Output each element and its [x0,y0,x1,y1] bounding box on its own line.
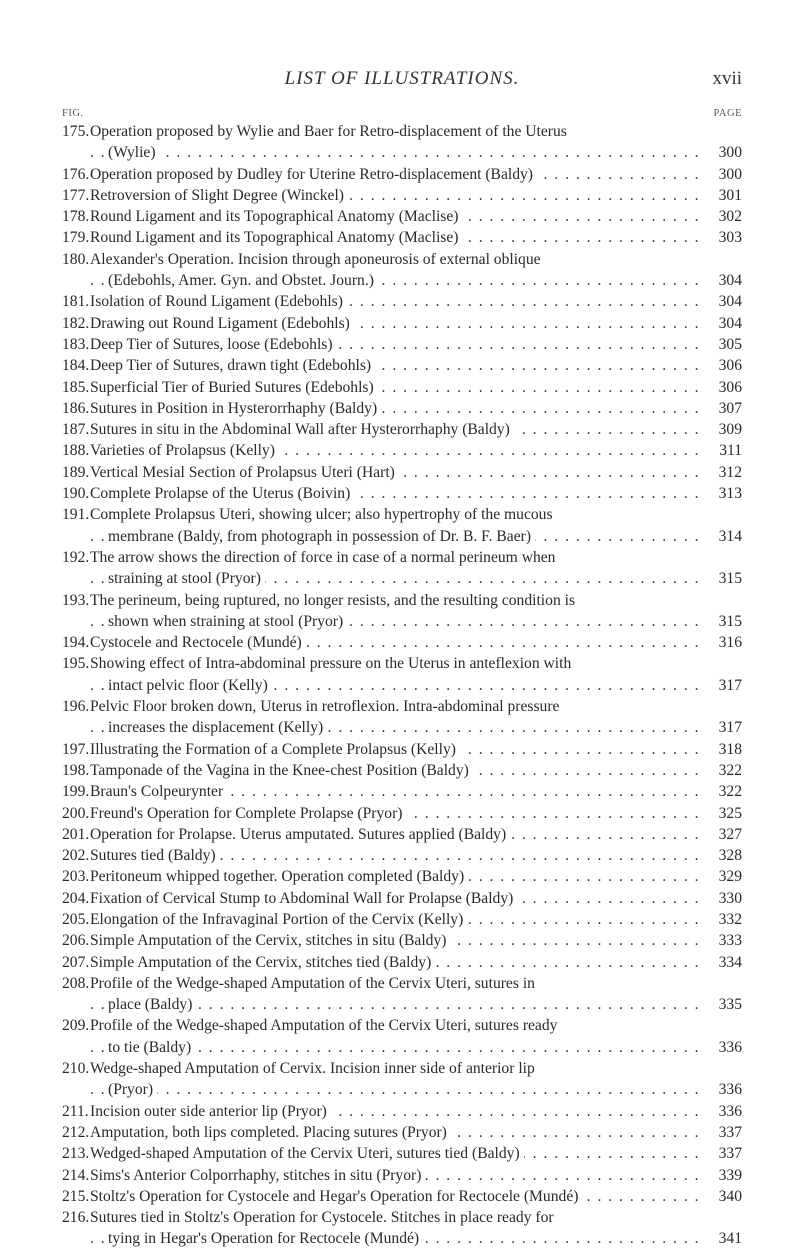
entry-page-number: 336 [706,1101,742,1122]
list-item [62,1122,742,1143]
list-item [62,462,742,483]
figure-number: 205. [62,910,90,928]
caption-text: increases the displacement (Kelly) [108,719,327,736]
entry-page-number: 335 [706,994,742,1015]
list-item [62,824,742,845]
caption-line: Profile of the Wedge-shaped Amputation of the Cervix Uteri, sutures in [90,974,535,992]
entry-page-number: 311 [706,440,742,461]
caption-last-line [90,1122,704,1143]
entry-caption [90,547,704,590]
list-item [62,249,742,292]
entry-page-number: 325 [706,803,742,824]
entry-caption [90,803,704,824]
caption-last-line [90,611,704,632]
entry-caption [90,483,704,504]
caption-text: Complete Prolapse of the Uterus (Boivin) [90,485,354,502]
entry-page-number: 330 [706,888,742,909]
list-item [62,164,742,185]
caption-last-line [90,1186,704,1207]
entry-caption [90,249,704,292]
entry-caption [90,504,704,547]
running-header [62,68,742,94]
figure-number: 177. [62,186,90,204]
caption-text: Tamponade of the Vagina in the Knee-chest Position (Baldy) [90,762,473,779]
figure-number: 190. [62,485,90,503]
entry-page-number: 328 [706,845,742,866]
list-item [62,1165,742,1186]
entry-caption [90,419,704,440]
figure-number: 201. [62,825,90,843]
entry-page-number: 315 [706,568,742,589]
list-item [62,185,742,206]
list-item [62,653,742,696]
fig-column-heading: FIG. [62,108,84,119]
entry-caption [90,1207,704,1250]
caption-text: (Pryor) [108,1081,157,1098]
list-item [62,909,742,930]
list-item [62,547,742,590]
caption-text: Freund's Operation for Complete Prolapse (Pryor) [90,805,406,822]
entry-caption [90,739,704,760]
figure-number: 175. [62,123,90,140]
caption-last-line [90,717,704,738]
caption-last-line [90,952,704,973]
caption-text: (Edebohls, Amer. Gyn. and Obstet. Journ.) [108,272,378,289]
figure-number: 185. [62,378,90,396]
caption-last-line [90,355,704,376]
entry-caption [90,334,704,355]
entry-page-number: 303 [706,227,742,248]
entry-caption [90,377,704,398]
caption-text: Cystocele and Rectocele (Mundé) [90,634,306,651]
entry-page-number: 313 [706,483,742,504]
figure-number: 199. [62,783,90,801]
entry-page-number: 337 [706,1143,742,1164]
figure-number: 192. [62,548,90,566]
caption-text: Sims's Anterior Colporrhaphy, stitches in situ (Pryor) [90,1167,425,1184]
entry-caption [90,164,704,185]
figure-number: 181. [62,293,90,311]
figure-number: 182. [62,314,90,332]
running-title: LIST OF ILLUSTRATIONS. [284,68,520,89]
caption-text: Fixation of Cervical Stump to Abdominal Wall for Prolapse (Baldy) [90,890,517,907]
list-item [62,866,742,887]
list-item [62,483,742,504]
entry-caption [90,930,704,951]
figure-number: 193. [62,591,90,609]
entry-caption [90,824,704,845]
list-item [62,930,742,951]
figure-number: 208. [62,974,90,992]
list-item [62,419,742,440]
caption-last-line [90,824,704,845]
list-item [62,952,742,973]
caption-last-line [90,675,704,696]
entry-page-number: 327 [706,824,742,845]
caption-last-line [90,888,704,909]
caption-text: (Wylie) [108,144,160,161]
caption-last-line [90,994,704,1015]
entry-page-number: 309 [706,419,742,440]
entry-caption [90,121,704,164]
figure-number: 206. [62,932,90,950]
list-item [62,1186,742,1207]
caption-last-line [90,291,704,312]
list-item [62,291,742,312]
list-item [62,696,742,739]
caption-last-line [90,419,704,440]
caption-text: Retroversion of Slight Degree (Winckel) [90,187,348,204]
caption-text: shown when straining at stool (Pryor) [108,613,347,630]
caption-line: The perineum, being ruptured, no longer resists, and the resulting condition is [90,591,576,609]
caption-line: Pelvic Floor broken down, Uterus in retroflexion. Intra-abdominal pressure [90,698,560,716]
entry-caption [90,632,704,653]
figure-number: 196. [62,698,90,716]
entry-caption [90,1058,704,1101]
list-item [62,121,742,164]
list-item [62,377,742,398]
list-item [62,355,742,376]
entry-page-number: 307 [706,398,742,419]
list-item [62,398,742,419]
figure-number: 216. [62,1209,90,1227]
list-item [62,845,742,866]
entry-page-number: 332 [706,909,742,930]
caption-text: Amputation, both lips completed. Placing sutures (Pryor) [90,1124,451,1141]
caption-text: straining at stool (Pryor) [108,570,265,587]
figure-number: 215. [62,1187,90,1205]
figure-number: 176. [62,165,90,183]
entry-caption [90,973,704,1016]
figure-number: 209. [62,1017,90,1035]
caption-last-line [90,1165,704,1186]
caption-last-line [90,739,704,760]
entry-caption [90,653,704,696]
entry-caption [90,888,704,909]
entry-page-number: 337 [706,1122,742,1143]
caption-line: Sutures tied in Stoltz's Operation for Cystocele. Stitches in place ready for [90,1209,554,1227]
entry-caption [90,313,704,334]
caption-line: Wedge-shaped Amputation of Cervix. Incision inner side of anterior lip [90,1060,535,1078]
caption-last-line [90,568,704,589]
figure-number: 178. [62,208,90,226]
caption-text: Elongation of the Infravaginal Portion of the Cervix (Kelly) [90,911,467,928]
entry-page-number: 300 [706,164,742,185]
caption-last-line [90,781,704,802]
caption-last-line [90,227,704,248]
caption-line: The arrow shows the direction of force in case of a normal perineum when [90,548,556,566]
page-column-heading: PAGE [713,108,742,119]
caption-last-line [90,270,704,291]
entry-caption [90,227,704,248]
list-item [62,227,742,248]
entry-page-number: 341 [706,1228,742,1249]
entry-page-number: 322 [706,760,742,781]
list-item [62,1207,742,1250]
entry-caption [90,355,704,376]
caption-last-line [90,462,704,483]
caption-text: Incision outer side anterior lip (Pryor) [90,1103,331,1120]
entry-caption [90,462,704,483]
caption-text: to tie (Baldy) [108,1039,195,1056]
figure-number: 204. [62,889,90,907]
figure-number: 213. [62,1145,90,1163]
list-item [62,760,742,781]
list-item [62,781,742,802]
list-item [62,504,742,547]
caption-text: Illustrating the Formation of a Complete Prolapsus (Kelly) [90,741,460,758]
entry-caption [90,845,704,866]
caption-last-line [90,845,704,866]
list-item [62,313,742,334]
caption-text: place (Baldy) [108,996,196,1013]
entry-page-number: 322 [706,781,742,802]
caption-text: Operation for Prolapse. Uterus amputated. Sutures applied (Baldy) [90,826,510,843]
entry-page-number: 339 [706,1165,742,1186]
caption-text: Isolation of Round Ligament (Edebohls) [90,293,347,310]
caption-text: Sutures in Position in Hysterorrhaphy (Baldy) [90,400,381,417]
figure-number: 214. [62,1166,90,1184]
entry-caption [90,1186,704,1207]
figure-number: 189. [62,463,90,481]
caption-last-line [90,313,704,334]
entry-caption [90,781,704,802]
caption-text: Sutures in situ in the Abdominal Wall after Hysterorrhaphy (Baldy) [90,421,514,438]
caption-text: Simple Amputation of the Cervix, stitches in situ (Baldy) [90,932,450,949]
caption-last-line [90,632,704,653]
figure-number: 198. [62,761,90,779]
caption-text: tying in Hegar's Operation for Rectocele (Mundé) [108,1230,423,1247]
figure-number: 210. [62,1060,90,1078]
caption-text: Round Ligament and its Topographical Anatomy (Maclise) [90,208,462,225]
entry-caption [90,440,704,461]
entry-page-number: 340 [706,1186,742,1207]
caption-line: Complete Prolapsus Uteri, showing ulcer; also hypertrophy of the mucous [90,506,553,524]
figure-number: 191. [62,506,90,524]
caption-text: Drawing out Round Ligament (Edebohls) [90,315,354,332]
entry-caption [90,866,704,887]
entry-caption [90,1015,704,1058]
caption-last-line [90,440,704,461]
entry-page-number: 317 [706,717,742,738]
entry-page-number: 336 [706,1079,742,1100]
list-item [62,206,742,227]
figure-number: 207. [62,953,90,971]
caption-last-line [90,1143,704,1164]
figure-number: 183. [62,335,90,353]
caption-last-line [90,866,704,887]
list-item [62,334,742,355]
figure-number: 186. [62,399,90,417]
entry-caption [90,696,704,739]
caption-text: Sutures tied (Baldy) [90,847,220,864]
entry-caption [90,1143,704,1164]
entry-caption [90,909,704,930]
figure-number: 194. [62,634,90,652]
list-item [62,1143,742,1164]
illustration-list [62,121,742,1250]
caption-last-line [90,526,704,547]
caption-last-line [90,1228,704,1249]
figure-number: 180. [62,250,90,268]
list-item [62,1058,742,1101]
caption-last-line [90,483,704,504]
list-item [62,803,742,824]
list-item [62,440,742,461]
entry-page-number: 305 [706,334,742,355]
caption-last-line [90,164,704,185]
entry-page-number: 304 [706,270,742,291]
list-item [62,973,742,1016]
entry-page-number: 304 [706,291,742,312]
entry-page-number: 304 [706,313,742,334]
caption-line: Showing effect of Intra-abdominal pressure on the Uterus in anteflexion with [90,655,572,673]
figure-number: 197. [62,740,90,758]
figure-number: 184. [62,357,90,375]
caption-text: Deep Tier of Sutures, drawn tight (Edebohls) [90,357,375,374]
caption-text: Vertical Mesial Section of Prolapsus Uteri (Hart) [90,464,399,481]
figure-number: 203. [62,868,90,886]
entry-caption [90,952,704,973]
entry-page-number: 329 [706,866,742,887]
list-item [62,739,742,760]
entry-caption [90,1165,704,1186]
list-item [62,590,742,633]
entry-page-number: 301 [706,185,742,206]
caption-last-line [90,760,704,781]
entry-page-number: 312 [706,462,742,483]
list-item [62,632,742,653]
figure-number: 200. [62,804,90,822]
caption-last-line [90,1037,704,1058]
list-item [62,1101,742,1122]
entry-page-number: 314 [706,526,742,547]
caption-last-line [90,803,704,824]
caption-text: Peritoneum whipped together. Operation completed (Baldy) [90,868,468,885]
caption-last-line [90,909,704,930]
caption-last-line [90,398,704,419]
figure-number: 188. [62,442,90,460]
list-item [62,1015,742,1058]
entry-caption [90,291,704,312]
caption-text: Stoltz's Operation for Cystocele and Hegar's Operation for Rectocele (Mundé) [90,1188,582,1205]
entry-page-number: 306 [706,355,742,376]
entry-caption [90,206,704,227]
entry-caption [90,1101,704,1122]
entry-caption [90,1122,704,1143]
caption-last-line [90,142,704,163]
entry-caption [90,185,704,206]
caption-text: membrane (Baldy, from photograph in possession of Dr. B. F. Baer) [108,528,535,545]
caption-last-line [90,377,704,398]
entry-page-number: 306 [706,377,742,398]
caption-line: Operation proposed by Wylie and Baer for Retro-displacement of the Uterus [90,123,567,140]
entry-caption [90,760,704,781]
caption-text: Round Ligament and its Topographical Anatomy (Maclise) [90,229,462,246]
entry-page-number: 316 [706,632,742,653]
entry-caption [90,398,704,419]
caption-last-line [90,334,704,355]
caption-text: Deep Tier of Sutures, loose (Edebohls) [90,336,337,353]
figure-number: 179. [62,229,90,247]
column-headings [62,108,742,122]
entry-page-number: 315 [706,611,742,632]
entry-page-number: 334 [706,952,742,973]
caption-last-line [90,1079,704,1100]
figure-number: 211. [62,1102,89,1120]
entry-page-number: 333 [706,930,742,951]
caption-last-line [90,185,704,206]
caption-text: Operation proposed by Dudley for Uterine Retro-displacement (Baldy) [90,166,537,183]
caption-text: Braun's Colpeurynter [90,783,227,800]
caption-text: Superficial Tier of Buried Sutures (Edebohls) [90,379,378,396]
caption-text: Wedged-shaped Amputation of the Cervix Uteri, sutures tied (Baldy) [90,1145,524,1162]
figure-number: 202. [62,847,90,865]
caption-line: Profile of the Wedge-shaped Amputation of the Cervix Uteri, sutures ready [90,1017,558,1035]
caption-last-line [90,206,704,227]
caption-text: Simple Amputation of the Cervix, stitches tied (Baldy) [90,954,435,971]
entry-caption [90,590,704,633]
figure-number: 212. [62,1123,90,1141]
figure-number: 195. [62,655,90,673]
entry-page-number: 318 [706,739,742,760]
entry-page-number: 317 [706,675,742,696]
caption-text: Varieties of Prolapsus (Kelly) [90,442,279,459]
list-item [62,888,742,909]
figure-number: 187. [62,421,90,439]
page-number: xvii [712,68,742,89]
caption-last-line [90,930,704,951]
entry-page-number: 302 [706,206,742,227]
entry-page-number: 300 [706,142,742,163]
caption-text: intact pelvic floor (Kelly) [108,677,272,694]
entry-page-number: 336 [706,1037,742,1058]
caption-line: Alexander's Operation. Incision through aponeurosis of external oblique [90,250,541,268]
caption-last-line [90,1101,704,1122]
